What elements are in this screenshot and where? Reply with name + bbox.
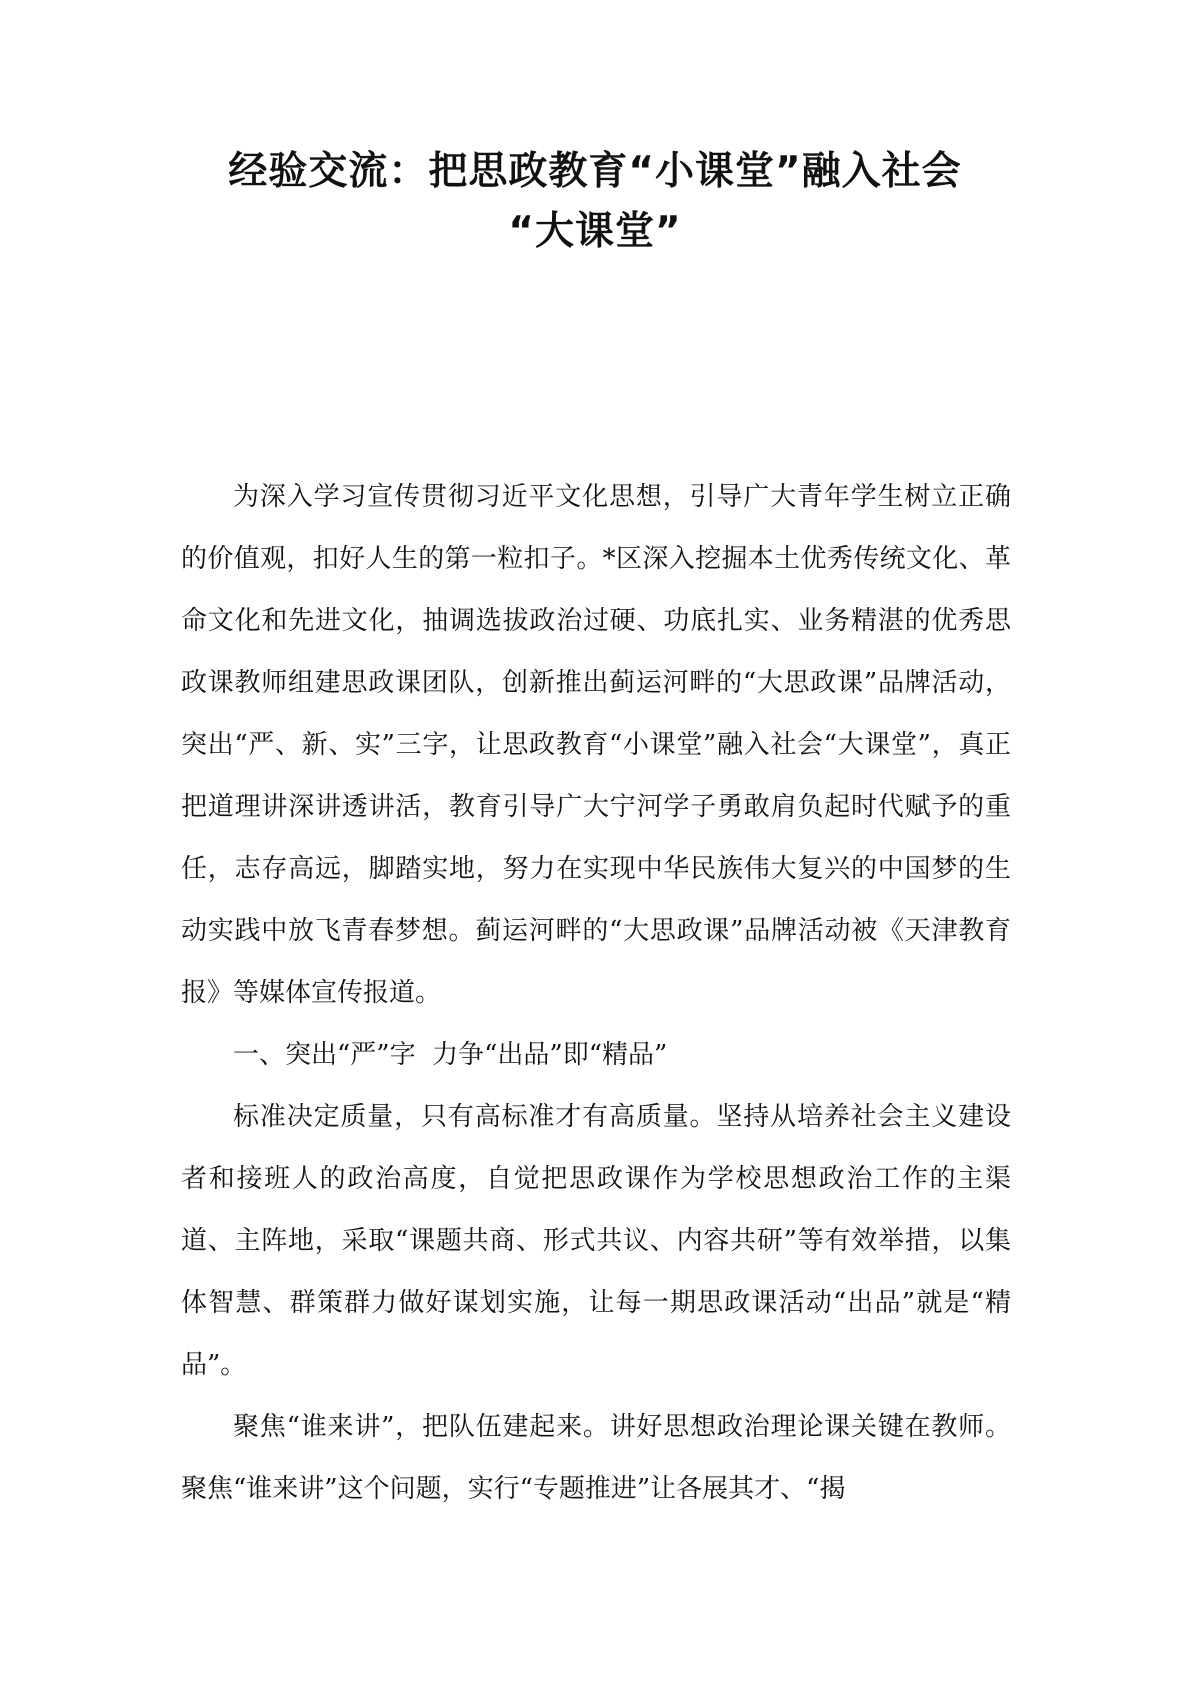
title-line-1: 经验交流：把思政教育“小课堂”融入社会 xyxy=(228,149,962,194)
document-body xyxy=(181,466,1011,1520)
document-title xyxy=(150,142,1040,262)
paragraph-who-teaches: 聚焦“谁来讲”，把队伍建起来。讲好思想政治理论课关键在教师。聚焦“谁来讲”这个问题，实行“专题推进”让各展其才、“揭 xyxy=(181,1412,1011,1504)
paragraph-standards: 标准决定质量，只有高标准才有高质量。坚持从培养社会主义建设者和接班人的政治高度，自觉把思政课作为学校思想政治工作的主渠道、主阵地，采取“课题共商、形式共议、内容共研”等有效举措，以集体智慧、群策群力做好谋划实施，让每一期思政课活动“出品”就是“精品”。 xyxy=(181,1102,1011,1380)
section-heading-1: 一、突出“严”字 力争“出品”即“精品” xyxy=(233,1040,668,1070)
title-line-2: “大课堂” xyxy=(508,209,682,254)
paragraph-intro: 为深入学习宣传贯彻习近平文化思想，引导广大青年学生树立正确的价值观，扣好人生的第一粒扣子。*区深入挖掘本土优秀传统文化、革命文化和先进文化，抽调选拔政治过硬、功底扎实、业务精湛的优秀思政课教师组建思政课团队，创新推出蓟运河畔的“大思政课”品牌活动，突出“严、新、实”三字，让思政教育“小课堂”融入社会“大课堂”，真正把道理讲深讲透讲活，教育引导广大宁河学子勇敢肩负起时代赋予的重任，志存高远，脚踏实地，努力在实现中华民族伟大复兴的中国梦的生动实践中放飞青春梦想。蓟运河畔的“大思政课”品牌活动被《天津教育报》等媒体宣传报道。 xyxy=(181,482,1011,1008)
